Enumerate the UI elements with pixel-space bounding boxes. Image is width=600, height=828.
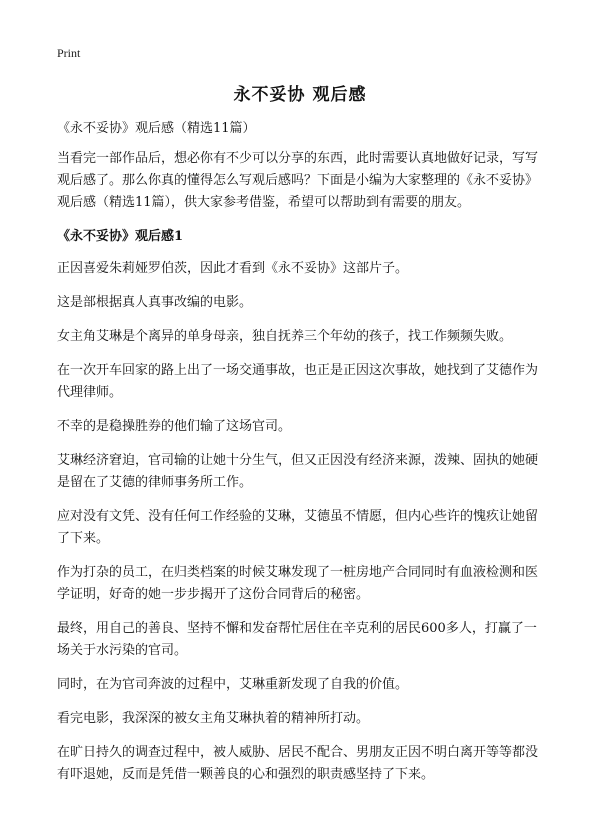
paragraph: 艾琳经济窘迫，官司输的让她十分生气，但又正因没有经济来源，泼辣、固执的她硬是留在了艾德的律师事务所工作。 xyxy=(57,453,539,490)
paragraph: 看完电影，我深深的被女主角艾琳执着的精神所打动。 xyxy=(57,711,370,726)
print-link[interactable]: Print xyxy=(57,46,81,60)
paragraph: 应对没有文凭、没有任何工作经验的艾琳，艾德虽不情愿，但内心些许的愧疚让她留了下来。 xyxy=(57,509,539,546)
paragraph: 正因喜爱朱莉娅罗伯茨，因此才看到《永不妥协》这部片子。 xyxy=(57,261,409,276)
paragraph: 作为打杂的员工，在归类档案的时候艾琳发现了一桩房地产合同同时有血液检测和医学证明，好奇的她一步步揭开了这份合同背后的秘密。 xyxy=(57,565,539,602)
paragraph: 不幸的是稳操胜券的他们输了这场官司。 xyxy=(57,419,292,434)
section-heading: 《永不妥协》观后感1 xyxy=(57,229,184,244)
paragraph: 同时，在为官司奔波的过程中，艾琳重新发现了自我的价值。 xyxy=(57,677,409,692)
paragraph: 在旷日持久的调查过程中，被人威胁、居民不配合、男朋友正因不明白离开等等都没有吓退她，反而是凭借一颗善良的心和强烈的职责感坚持了下来。 xyxy=(57,745,539,782)
article-subtitle: 《永不妥协》观后感（精选11篇） xyxy=(57,121,256,136)
paragraph: 女主角艾琳是个离异的单身母亲，独自抚养三个年幼的孩子，找工作频频失败。 xyxy=(57,329,513,344)
paragraph: 在一次开车回家的路上出了一场交通事故，也正是正因这次事故，她找到了艾德作为代理律师。 xyxy=(57,363,539,400)
paragraph: 这是部根据真人真事改编的电影。 xyxy=(57,295,253,310)
page-title: 永不妥协 观后感 xyxy=(233,85,367,105)
intro-paragraph: 当看完一部作品后，想必你有不少可以分享的东西，此时需要认真地做好记录，写写观后感了。那么你真的懂得怎么写观后感吗？下面是小编为大家整理的《永不妥协》观后感（精选11篇），供大家参考借鉴，希望可以帮助到有需要的朋友。 xyxy=(57,151,539,210)
paragraph: 最终，用自己的善良、坚持不懈和发奋帮忙居住在辛克利的居民600多人，打赢了一场关于水污染的官司。 xyxy=(57,621,537,658)
article-body xyxy=(57,118,547,798)
